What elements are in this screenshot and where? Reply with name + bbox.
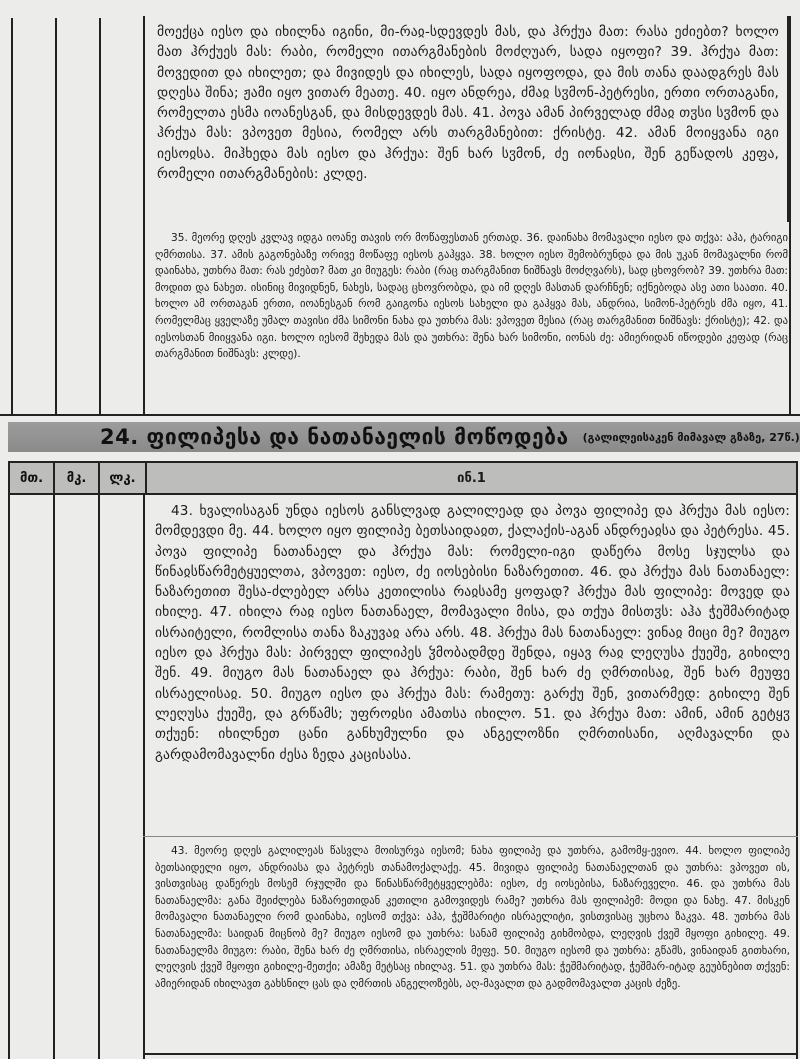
top-modern-text-block [0, 222, 800, 416]
table-bottom-line [143, 1053, 798, 1055]
section-title: 24. ფილიპესა და ნათანაელის მოწოდება [100, 425, 569, 449]
synopsis-table [8, 461, 800, 1059]
table-line-right [796, 495, 798, 1059]
top-main-text: მოექცა იესო და იხილნა იგინი, მი-რაჲ-სდევდეს მას, და ჰრქუა მათ: რასა ეძიებთ? ხოლო მათ ჰრქუეს მას: რაბი, რომელი ითარგმანების მოძღუარ, სადა იყოფი? 39. ჰრქუა მათ: მოვედით და იხილეთ; და მივიდეს და იხილეს, სადა იყოფოდა, და მის თანა დაადგრეს მას დღესა შინა; ჟამი იყო ვითარ მეათე. 40. იყო ანდრეა, ძმაჲ სჳმონ-პეტრესი, ერთი ორთაგანი, რომელთა ესმა იოანესგან, და მისდევდეს მას. 41. პოვა ამან პირველად ძმაჲ თჳსი სჳმონ და ჰრქუა მას: ვპოვეთ მესია, რომელ არს თარგმანებით: ქრისტე. 42. ამან მოიყვანა იგი იესოჲსა. მიჰხედა მას იესო და ჰრქუა: შენ ხარ სჳმონ, ძე იონაჲსი, შენ გეწადოს კეფა, რომელი ითარგმანების: კლდე. [157, 24, 779, 183]
top-main-text-block [143, 16, 789, 222]
table-header-row [8, 461, 798, 495]
top-frame-bottom [0, 414, 791, 416]
column-header-matthew: მთ. [10, 463, 55, 493]
column-header-luke: ლკ. [100, 463, 147, 493]
table-line-left [8, 495, 10, 1059]
section-header-banner [8, 422, 800, 452]
table-line-4 [143, 495, 145, 1059]
table-line-2 [53, 495, 55, 1059]
top-frame-left [143, 16, 145, 416]
bottom-main-text: 43. ხვალისაგან უნდა იესოს განსლვად გალილეად და პოვა ფილიპე და ჰრქუა მას იესო: მომდევდი მე. 44. ხოლო იყო ფილიპე ბეთსაიდაჲთ, ქალაქის-აგან ანდრეაჲსა და პეტრესა. 45. პოვა ფილიპე ნათანაელ და ჰრქუა მას: რომელი-იგი დაწერა მოსე სჯულსა და წინაჲსწარმეტყუელთა, ვპოვეთ: იესო, ძე იოსებისი ნაზარეთით. 46. და ჰრქუა მას ნათანაელ: ნაზარეთით შესა-ძლებელ არსა კეთილისა რაჲსამე ყოფად? ჰრქუა მას ფილიპე: მოვედ და იხილე. 47. იხილა რაჲ იესო ნათანაელ, მომავალი მისა, და თქუა მისთჳს: აჰა ჭეშმარიტად ისრაიტელი, რომლისა თანა ზაკუვაჲ არა არს. 48. ჰრქუა მას ნათანაელ: ვინაჲ მიცი მე? მიუგო იესო და ჰრქუა მას: პირველ ფილიპეს ჴმობადმდე შენდა, იყავ რაჲ ლეღუსა ქუეშე, გიხილე შენ. 49. მიუგო მას ნათანაელ და ჰრქუა: რაბი, შენ ხარ ძე ღმრთისაჲ, შენ ხარ მეუფე ისრაელისაჲ. 50. მიუგო იესო და ჰრქუა მას: რამეთუ: გარქუ შენ, ვითარმედ: გიხილე შენ ლეღუსა ქუეშე, და გრწამს; უფროჲსი ამათსა იხილო. 51. და ჰრქუა მათ: ამინ, ამინ გეტყჳ თქუენ: იხილნეთ ცანი განხუმულნი და ანგელოზნი ღმრთისანი, აღმავალნი და გარდამომავალნი ძესა ზედა კაცისასა. [155, 503, 790, 763]
bottom-modern-text: 43. მეორე დღეს გალილეას წასვლა მოისურვა იესომ; ნახა ფილიპე და უთხრა, გამომყ-ევიო. 44. ხოლო ფილიპე ბეთსაიდელი იყო, ანდრიასა და პეტრეს თანამოქალაქე. 45. მივიდა ფილიპე ნათანაელთან და უთხრა: ვპოვეთ ის, ვისთვისაც დაწერეს მოსემ რჯულში და წინასწარმეტყველებმა: იესო, ძე იოსებისა, ნაზარეველი. 46. და უთხრა მას ნათანაელმა: განა შეიძლება ნაზარეთიდან კეთილი გამოვიდეს რამე? უთხრა მას ფილიპემ: მოდი და ნახე. 47. მისკენ მომავალი ნათანაელი რომ დაინახა, იესომ თქვა: აჰა, ჭეშმარიტი ისრაელიტი, ვისთვისაც უცხოა ზაკვა. 48. უთხრა მას ნათანაელმა: საიდან მიცნობ მე? მიუგო იესომ და უთხრა: სანამ ფილიპე გიხმობდა, ლეღვის ქვეშ მყოფი გიხილე. 49. ნათანაელმა მიუგო: რაბი, შენა ხარ ძე ღმრთისა, ისრაელის მეფე. 50. მიუგო იესომ და უთხრა: გწამს, ვინაიდან გითხარი, ლეღვის ქვეშ მყოფი გიხილე-მეთქი; ამაზე მეტსაც იხილავ. 51. და უთხრა მას: ჭეშმარიტად, ჭეშმარ-იტად გეუბნებით თქვენ: ამიერიდან იხილავთ გახსნილ ცას და ღმრთის ანგელოზებს, აღ-მავალთ და გადმომავალთ კაცის ძეზე. [155, 845, 790, 990]
column-header-mark: მკ. [55, 463, 100, 493]
top-frame-right [789, 16, 791, 416]
section-subtitle: (გალილეისაკენ მიმავალ გზაზე, 27წ.) [582, 430, 800, 444]
table-line-3 [98, 495, 100, 1059]
column-header-john: ინ.1 [457, 470, 486, 486]
top-modern-text: 35. მეორე დღეს კვლავ იდგა იოანე თავის ორ მოწაფესთან ერთად. 36. დაინახა მომავალი იესო და თქვა: აჰა, ტარიგი ღმრთისა. 37. ამის გაგონებაზე ორივე მოწაფე იესოს გაჰყვა. 38. ხოლო იესო შემობრუნდა და მის უკან მომავალნი რომ დაინახა, უთხრა მათ: რას ეძებთ? მათ კი მიუგეს: რაბი (რაც თარგმანით ნიშნავს მოძღვარს), სად ცხოვრობ? 39. უთხრა მათ: მოდით და ნახეთ. ისინიც მივიდნენ, ნახეს, სადაც ცხოვრობდა, და იმ დღეს მასთან დარჩნენ; იქნებოდა ასე ათი საათი. 40. ხოლო ამ ორთაგან ერთი, იოანესგან რომ გაიგონა იესოს სახელი და გაჰყვა მას, ანდრია, სიმონ-პეტრეს ძმა იყო, 41. რომელმაც ყველაზე უმალ თავისი ძმა სიმონი ნახა და უთხრა მას: ვპოვეთ მესია (რაც თარგმანით ნიშნავს: ქრისტე); 42. და იესოსთან მიიყვანა იგი. ხოლო იესომ შეხედა მას და უთხრა: შენა ხარ სიმონი, იონას ძე: ამიერიდან იწოდები კეფად (რაც თარგმანით ნიშნავს: კლდე). [155, 232, 789, 361]
bottom-separator [143, 836, 798, 837]
